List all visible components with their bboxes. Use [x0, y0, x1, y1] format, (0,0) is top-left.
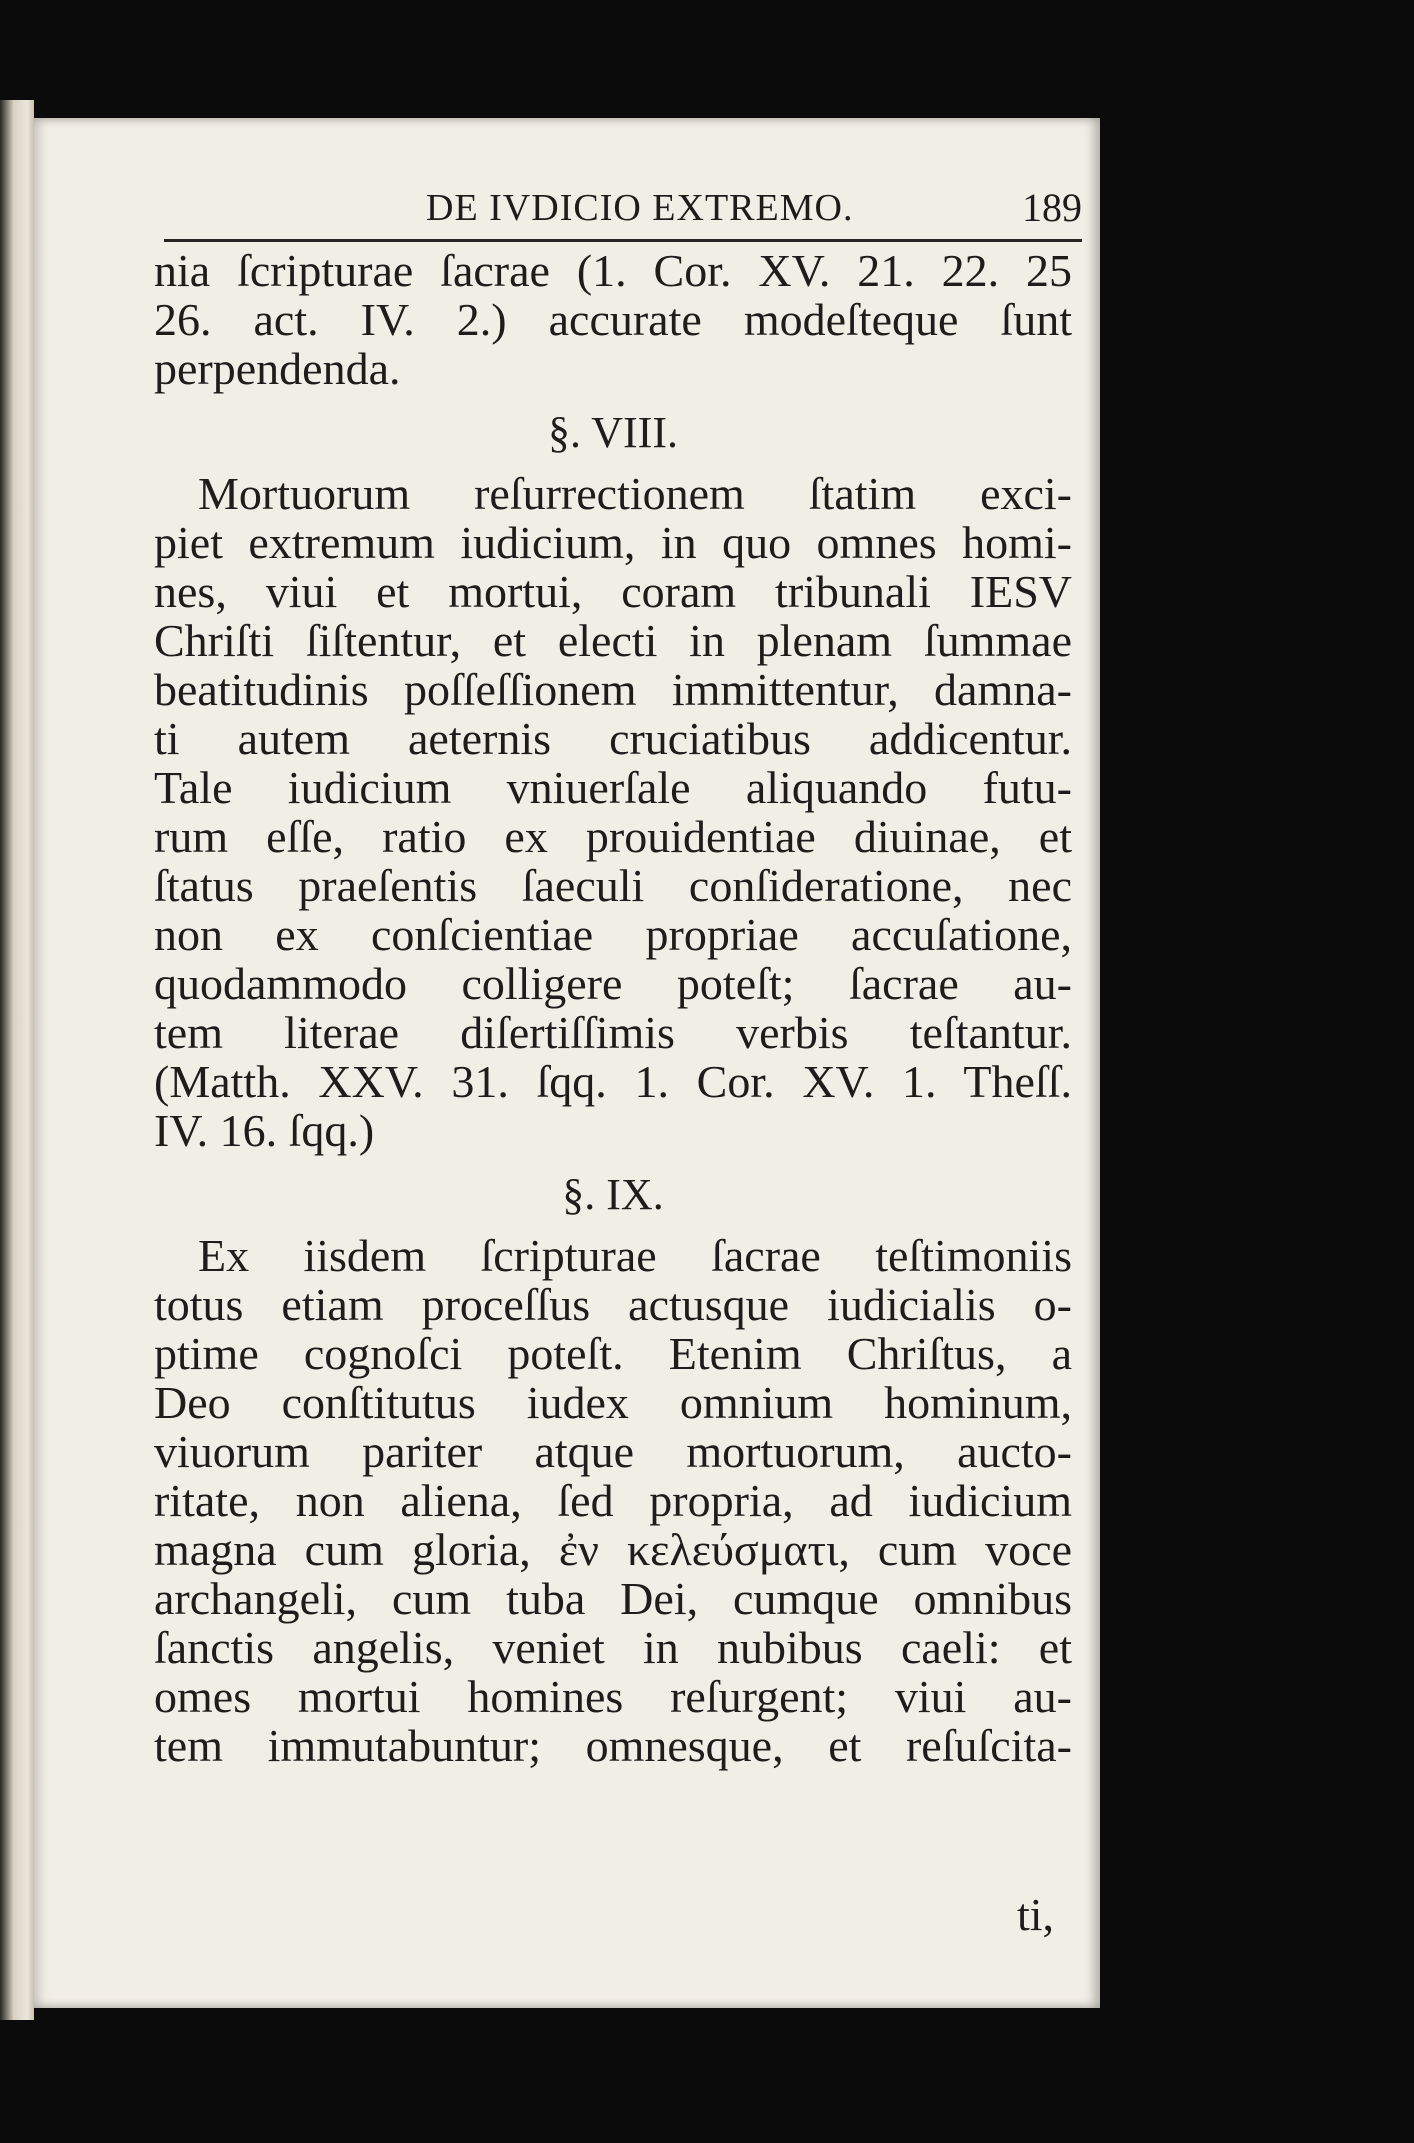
- running-head: DE IVDICIO EXTREMO.: [426, 187, 854, 229]
- text-line: viuorum pariter atque mortuorum, aucto-: [154, 1426, 1072, 1477]
- catchword: ti,: [1016, 1889, 1054, 1940]
- text-line: ti autem aeternis cruciatibus addicentur.: [154, 713, 1072, 764]
- text-line: magna cum gloria, ἐν κελεύσματι, cum voce: [154, 1524, 1072, 1575]
- page-header: [164, 180, 1082, 242]
- text-line: archangeli, cum tuba Dei, cumque omnibus: [154, 1573, 1072, 1624]
- text-line: nia ſcripturae ſacrae (1. Cor. XV. 21. 22. 25: [154, 245, 1072, 296]
- text-line: nes, viui et mortui, coram tribunali IESV: [154, 566, 1072, 617]
- text-line: non ex conſcientiae propriae accuſatione,: [154, 909, 1072, 960]
- text-line: ſtatus praeſentis ſaeculi conſideratione, nec: [154, 860, 1072, 911]
- text-line: IV. 16. ſqq.): [154, 1105, 375, 1156]
- body-text: [154, 246, 1072, 1770]
- book-page: [34, 118, 1100, 2008]
- left-page-edge: [0, 100, 34, 2020]
- text-line: Deo conſtitutus iudex omnium hominum,: [154, 1377, 1072, 1428]
- header-rule: [164, 239, 1082, 242]
- page-number: 189: [1022, 185, 1082, 230]
- section-title-8: §. VIII.: [548, 408, 678, 457]
- text-line: totus etiam proceſſus actusque iudicialis o-: [154, 1279, 1072, 1330]
- text-line: Chriſti ſiſtentur, et electi in plenam ſummae: [154, 615, 1072, 666]
- text-line: ptime cognoſci poteſt. Etenim Chriſtus, a: [154, 1328, 1072, 1379]
- text-line: quodammodo colligere poteſt; ſacrae au-: [154, 958, 1072, 1009]
- text-line: omes mortui homines reſurgent; viui au-: [154, 1671, 1072, 1722]
- text-line: (Matth. XXV. 31. ſqq. 1. Cor. XV. 1. Theſſ.: [154, 1056, 1072, 1107]
- text-line: Ex iisdem ſcripturae ſacrae teſtimoniis: [198, 1230, 1072, 1281]
- section-title-9: §. IX.: [562, 1170, 664, 1219]
- text-line: Tale iudicium vniuerſale aliquando futu-: [154, 762, 1072, 813]
- text-line: rum eſſe, ratio ex prouidentiae diuinae, et: [154, 811, 1072, 862]
- text-line: 26. act. IV. 2.) accurate modeſteque ſunt: [154, 294, 1072, 345]
- text-line: ritate, non aliena, ſed propria, ad iudicium: [154, 1475, 1072, 1526]
- text-line: tem literae diſertiſſimis verbis teſtantur.: [154, 1007, 1072, 1058]
- text-line: Mortuorum reſurrectionem ſtatim exci-: [198, 468, 1072, 519]
- text-line: ſanctis angelis, veniet in nubibus caeli: et: [154, 1622, 1072, 1673]
- text-line: beatitudinis poſſeſſionem immittentur, damna-: [154, 664, 1072, 715]
- text-line: piet extremum iudicium, in quo omnes homi-: [154, 517, 1072, 568]
- text-line: tem immutabuntur; omnesque, et reſuſcita-: [154, 1720, 1072, 1771]
- text-line: perpendenda.: [154, 343, 401, 394]
